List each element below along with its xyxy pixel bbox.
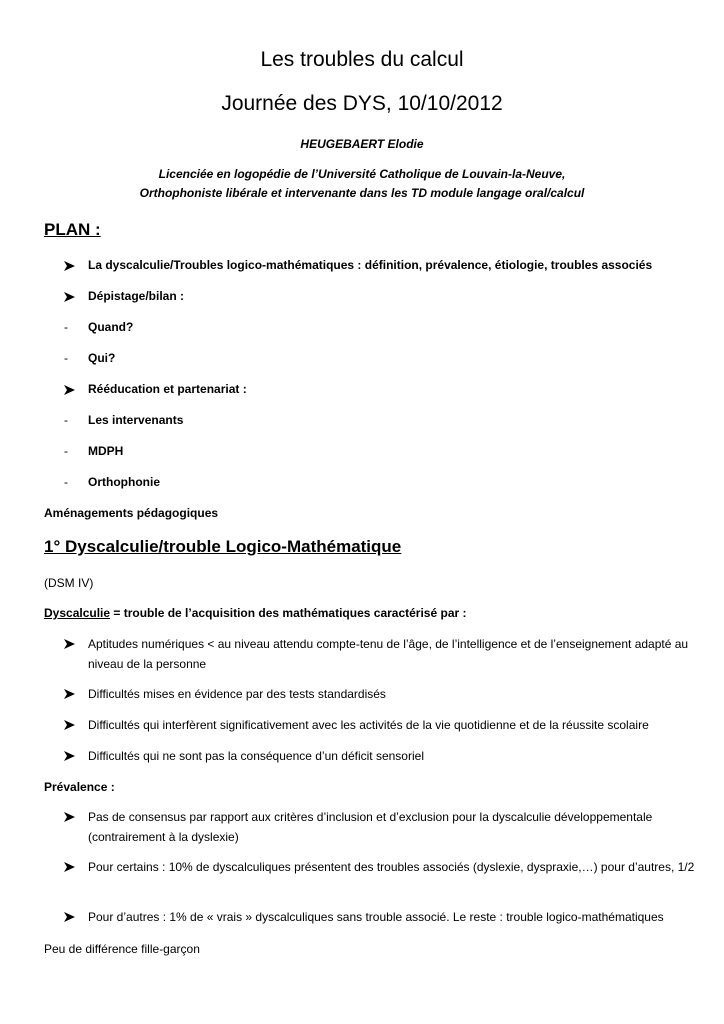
- arrow-bullet-icon: [64, 634, 82, 649]
- definition-line: [44, 606, 467, 620]
- definition-term: Dyscalculie: [44, 606, 111, 620]
- arrow-bullet-icon: [64, 715, 82, 730]
- dash-bullet: -: [64, 413, 68, 427]
- arrow-bullet-icon: [64, 684, 82, 699]
- document-title: Les troubles du calcul: [260, 48, 464, 71]
- affiliation-line-1: Licenciée en logopédie de l’Université Catholique de Louvain-la-Neuve,: [158, 167, 566, 181]
- prevalence-heading: Prévalence :: [44, 780, 115, 794]
- arrow-bullet-icon: [64, 807, 82, 822]
- arrow-bullet-icon: [64, 857, 82, 872]
- dash-bullet: -: [64, 444, 68, 458]
- section-heading: 1° Dyscalculie/trouble Logico-Mathématique: [44, 537, 402, 556]
- document-page: Les troubles du calcul Journée des DYS, 10/10/2012 HEUGEBAERT Elodie Licenciée en logopédie de l’Université Catholique de Louvain-la-Neuve, Orthophoniste libérale et intervenante dans les TD module langage oral/calcul PLAN : La dyscalculie/Troubles logico-mathématiques : définition, prévalence, étiologie, troubles associés Dépistage/bilan : - Quand? - Qui? Rééducation et partenariat : - Les intervenants - MDPH - Orthophonie Aménagements pédagogiques 1° Dyscalculie/trouble Logico-Mathématique (DSM IV) Dyscalculie = trouble de l’acquisition des mathématiques caractérisé par : Aptitudes numériques < au niveau attendu compte-tenu de l’âge, de l’intelligence et de l’enseignement adapté au niveau de la personne Difficultés mises en évidence par des tests standardisés Difficultés qui interfèrent significativement avec les activités de la vie quotidienne et de la réussite scolaire Difficultés qui ne sont pas la conséquence d’un déficit sensoriel Prévalence : Pas de consensus par rapport aux critères d’inclusion et d’exclusion pour la dyscalculie développementale (contrairement à la dyslexie) Pour certains : 10% de dyscalculiques présentent des troubles associés (dyslexie, dyspraxie,…) pour d’autres, 1/2 Pour d’autres : 1% de « vrais » dyscalculiques sans trouble associé. Le reste : trouble logico-mathématiques Peu de différence fille-garçon: [0, 0, 724, 1024]
- dash-bullet: -: [64, 475, 68, 489]
- arrow-bullet-icon: [64, 907, 82, 922]
- document-subtitle: Journée des DYS, 10/10/2012: [221, 92, 503, 115]
- plan-last-line: Aménagements pédagogiques: [44, 506, 219, 520]
- footer-line: Peu de différence fille-garçon: [44, 942, 200, 956]
- definition-text: = trouble de l’acquisition des mathématiques caractérisé par :: [110, 606, 467, 620]
- dsm-reference: (DSM IV): [44, 576, 94, 590]
- arrow-bullet-icon: [64, 289, 82, 302]
- arrow-bullet-icon: [64, 746, 82, 761]
- affiliation-line-2: Orthophoniste libérale et intervenante dans les TD module langage oral/calcul: [139, 186, 585, 200]
- dash-bullet: -: [64, 351, 68, 365]
- arrow-bullet-icon: [64, 382, 82, 395]
- plan-heading: PLAN :: [44, 220, 101, 239]
- dash-bullet: -: [64, 320, 68, 334]
- author-name: HEUGEBAERT Elodie: [300, 137, 424, 151]
- arrow-bullet-icon: [64, 258, 82, 271]
